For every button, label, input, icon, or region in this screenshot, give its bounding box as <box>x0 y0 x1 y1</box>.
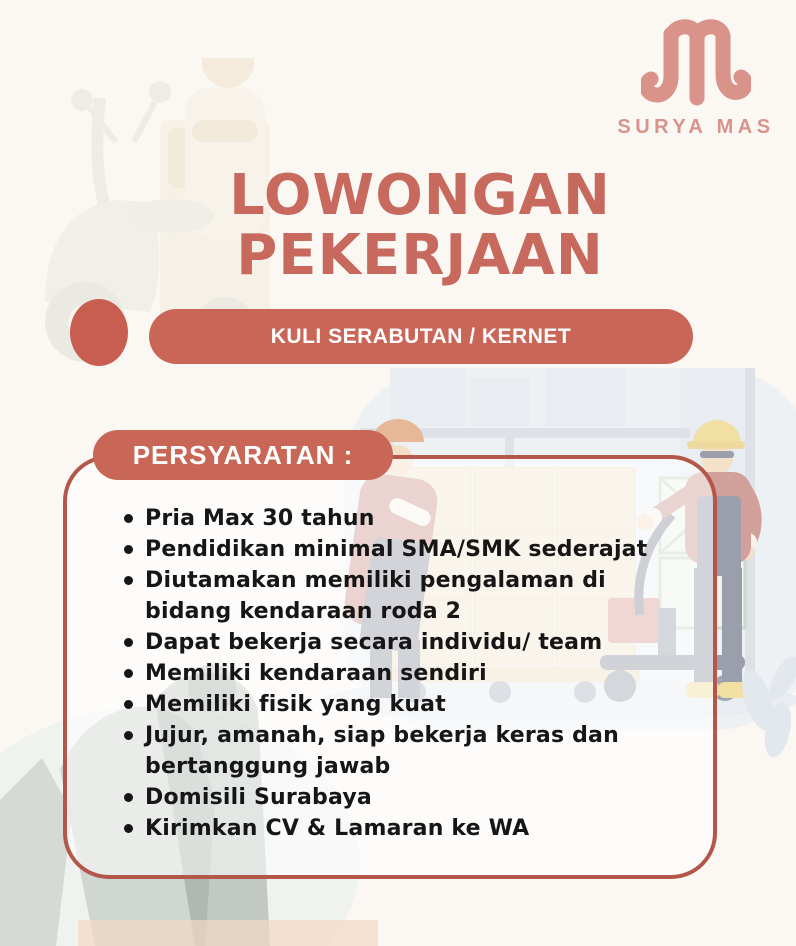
surya-mas-logo-icon <box>641 18 751 106</box>
requirements-list <box>67 459 713 844</box>
brand-name: SURYA MAS <box>617 116 775 138</box>
requirement-item: Memiliki kendaraan sendiri <box>122 658 689 689</box>
brand-logo <box>612 18 780 139</box>
requirement-item: Kirimkan CV & Lamaran ke WA <box>122 813 689 844</box>
job-position-label: KULI SERABUTAN / KERNET <box>270 324 572 348</box>
requirement-item: Jujur, amanah, siap bekerja keras dan bertanggung jawab <box>122 720 689 782</box>
requirement-item: Memiliki fisik yang kuat <box>122 689 689 720</box>
poster-title-line1: LOWONGAN <box>229 163 611 228</box>
requirement-item: Diutamakan memiliki pengalaman di bidang kendaraan roda 2 <box>122 565 689 627</box>
requirements-heading: PERSYARATAN : <box>132 439 354 470</box>
job-position-banner <box>149 309 693 364</box>
requirement-item: Pendidikan minimal SMA/SMK sederajat <box>122 534 689 565</box>
requirements-box <box>63 455 717 879</box>
requirement-item: Pria Max 30 tahun <box>122 503 689 534</box>
poster-title <box>70 163 770 288</box>
requirement-item: Domisili Surabaya <box>122 782 689 813</box>
poster-title-line2: PEKERJAAN <box>236 223 604 288</box>
requirement-item: Dapat bekerja secara individu/ team <box>122 627 689 658</box>
requirements-heading-pill <box>93 430 393 480</box>
banner-accent-circle <box>70 299 128 366</box>
